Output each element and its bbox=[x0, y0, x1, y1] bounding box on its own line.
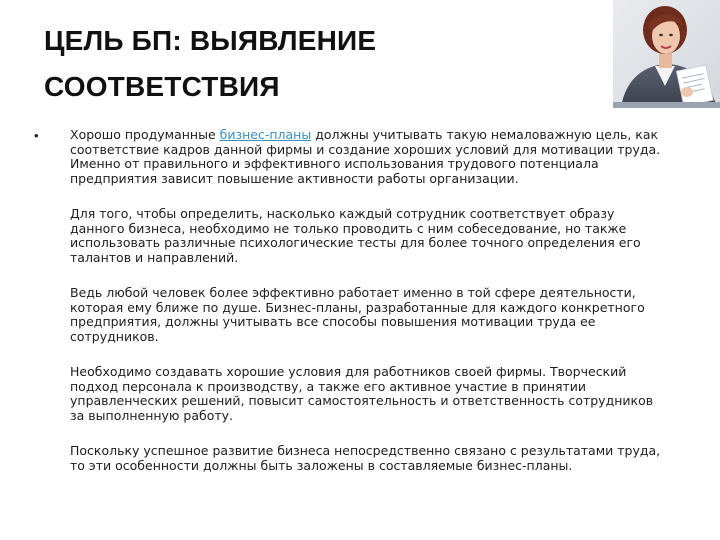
paragraph-3: Ведь любой человек более эффективно работает именно в той сфере деятельности, которая ему ближе по душе. Бизнес-планы, разработанные для каждого конкретного предприятия, должны учитывать все способы повышения мотивации труда ее сотрудников. bbox=[70, 285, 645, 344]
bullet-marker: • bbox=[34, 128, 39, 143]
business-plans-link[interactable]: бизнес-планы bbox=[219, 127, 312, 142]
bullet-content bbox=[34, 128, 674, 494]
slide-title bbox=[44, 18, 584, 110]
businesswoman-photo-icon bbox=[613, 0, 720, 108]
paragraph-4: Необходимо создавать хорошие условия для работников своей фирмы. Творческий подход персонала к производству, а также его активное участие в принятии управленческих решений, повысит самостоятельность и ответственность сотрудников за выполненную работу. bbox=[70, 364, 654, 423]
paragraph-1-rest: должны учитывать такую немаловажную цель, как соответствие кадров данной фирмы и создание хороших условий для мотивации труда. Именно от правильного и эффективного использования трудового потенциала предприятия зависит повышение активности работы организации. bbox=[70, 127, 661, 186]
paragraph-list bbox=[70, 128, 666, 473]
paragraph-2: Для того, чтобы определить, насколько каждый сотрудник соответствует образу данного бизнеса, необходимо не только проводить с ним собеседование, но также использовать различные психологические тесты для более точного определения его талантов и направлений. bbox=[70, 206, 641, 265]
slide-title-line-2: СООТВЕТСТВИЯ bbox=[44, 71, 280, 102]
slide-title-line-1: ЦЕЛЬ БП: ВЫЯВЛЕНИЕ bbox=[44, 25, 377, 56]
paragraph-1-intro: Хорошо продуманные bbox=[70, 127, 220, 142]
paragraph-1 bbox=[70, 128, 666, 186]
paragraph-5: Поскольку успешное развитие бизнеса непосредственно связано с результатами труда, то эти особенности должны быть заложены в составляемые бизнес-планы. bbox=[70, 443, 661, 473]
